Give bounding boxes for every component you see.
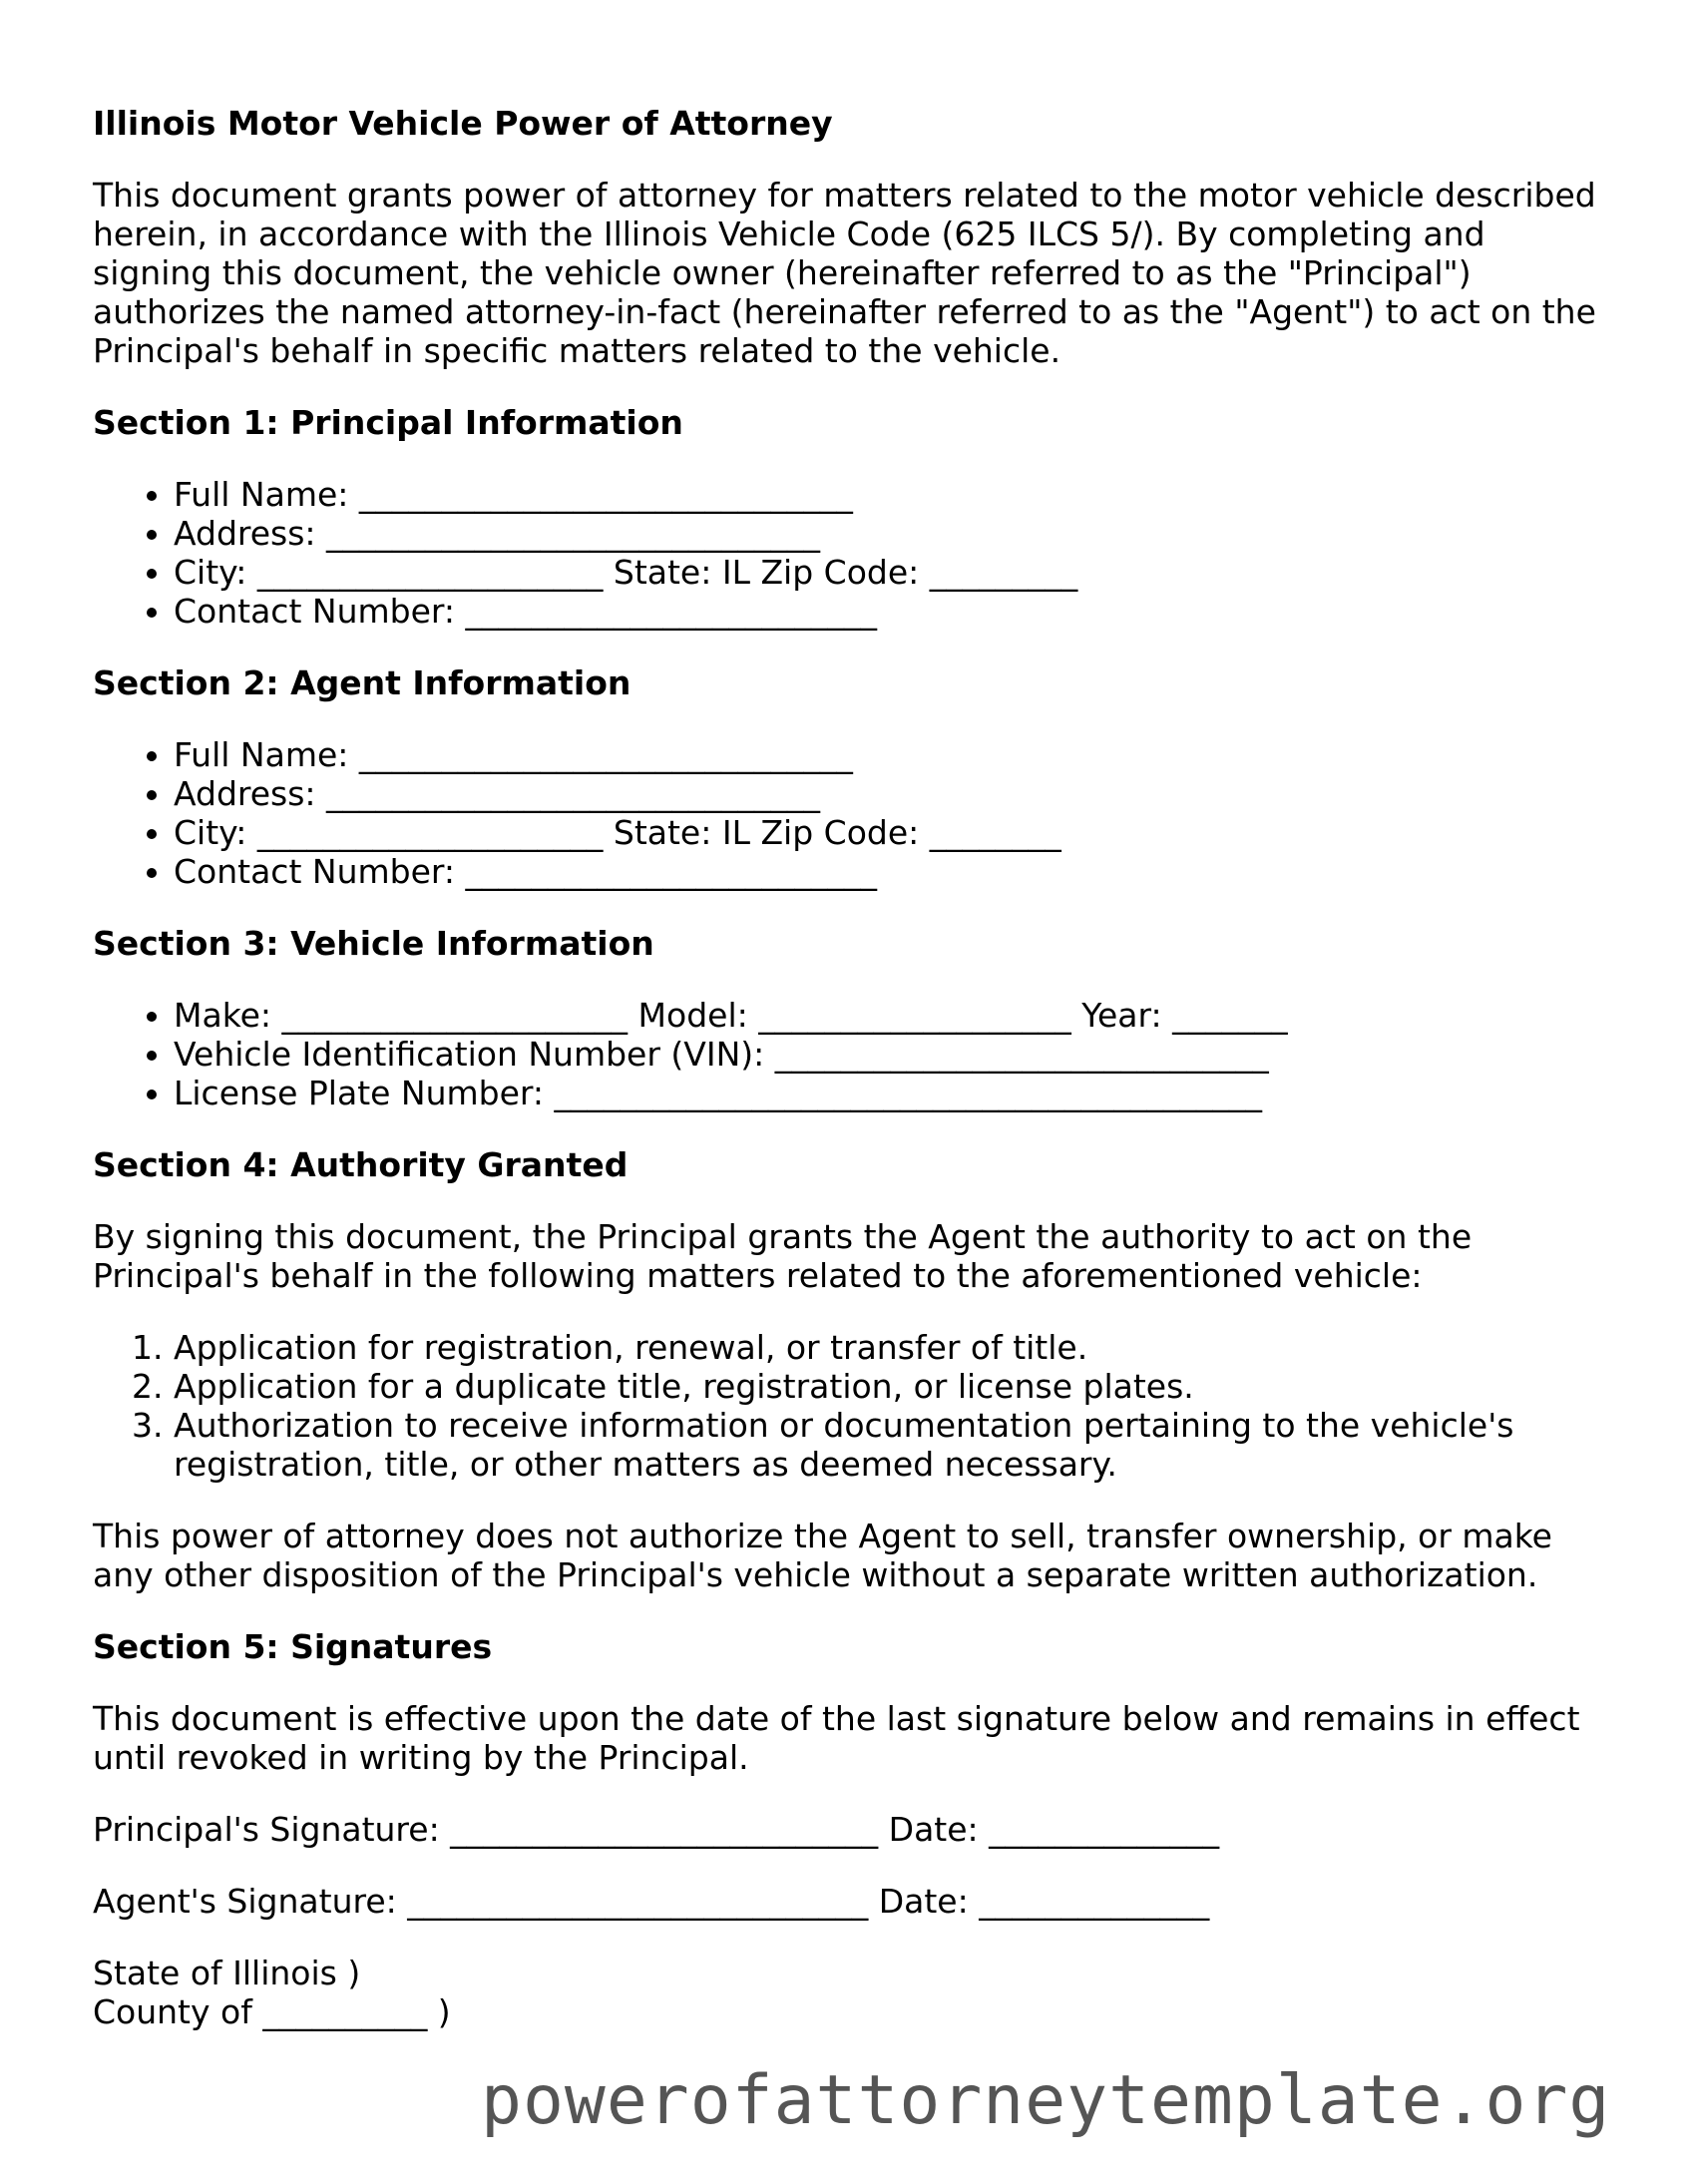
vehicle-info-list <box>93 996 1609 1112</box>
principal-full-name-field[interactable]: • Full Name: ______________________________ <box>174 475 1609 514</box>
vehicle-vin-field[interactable]: • Vehicle Identification Number (VIN): ______________________________ <box>174 1035 1609 1074</box>
section-4-heading: Section 4: Authority Granted <box>93 1145 629 1184</box>
vehicle-make-model-year-field[interactable]: • Make: _____________________ Model: ___________________ Year: _______ <box>174 996 1609 1035</box>
authority-item: 3. Authorization to receive information or documentation pertaining to the vehicle's registration, title, or other matters as deemed necessary. <box>174 1406 1609 1484</box>
authority-item: 1. Application for registration, renewal, or transfer of title. <box>174 1328 1609 1367</box>
agent-address-field[interactable]: • Address: ______________________________ <box>174 774 1609 813</box>
agent-full-name-field[interactable]: • Full Name: ______________________________ <box>174 735 1609 774</box>
authority-item: 2. Application for a duplicate title, registration, or license plates. <box>174 1367 1609 1406</box>
vehicle-license-plate-field[interactable]: • License Plate Number: ___________________________________________ <box>174 1074 1609 1112</box>
agent-contact-number-field[interactable]: • Contact Number: _________________________ <box>174 852 1609 891</box>
authority-list <box>93 1328 1609 1484</box>
authority-intro-paragraph: By signing this document, the Principal grants the Agent the authority to act on the Principal's behalf in the following matters related to the aforementioned vehicle: <box>93 1217 1473 1295</box>
signatures-intro-paragraph: This document is effective upon the date of the last signature below and remains in effect until revoked in writing by the Principal. <box>93 1699 1580 1777</box>
section-1-heading: Section 1: Principal Information <box>93 403 683 442</box>
agent-info-list <box>93 735 1609 891</box>
intro-paragraph: This document grants power of attorney for matters related to the motor vehicle described herein, in accordance with the Illinois Vehicle Code (625 ILCS 5/). By completing and signing this document, the vehicle owner (hereinafter referred to as the "Principal") authorizes the named attorney-in-fact (hereinafter referred to as the "Agent") to act on the Principal's behalf in specific matters related to the vehicle. <box>93 176 1596 370</box>
notary-county-line[interactable]: County of __________ ) <box>93 1992 451 2031</box>
principal-city-state-zip-field[interactable]: • City: _____________________ State: IL Zip Code: _________ <box>174 553 1609 592</box>
notary-state-line: State of Illinois ) <box>93 1954 361 1992</box>
section-2-heading: Section 2: Agent Information <box>93 663 632 702</box>
agent-city-state-zip-field[interactable]: • City: _____________________ State: IL Zip Code: ________ <box>174 813 1609 852</box>
section-5-heading: Section 5: Signatures <box>93 1627 493 1666</box>
document-page <box>93 104 1609 2031</box>
website-watermark: powerofattorneytemplate.org <box>481 2061 1611 2140</box>
principal-signature-line[interactable]: Principal's Signature: __________________________ Date: ______________ <box>93 1810 1220 1849</box>
authority-limitation-paragraph: This power of attorney does not authorize the Agent to sell, transfer ownership, or make any other disposition of the Principal's vehicle without a separate written authorization. <box>93 1517 1552 1594</box>
principal-contact-number-field[interactable]: • Contact Number: _________________________ <box>174 592 1609 631</box>
section-3-heading: Section 3: Vehicle Information <box>93 924 654 963</box>
agent-signature-line[interactable]: Agent's Signature: ____________________________ Date: ______________ <box>93 1882 1210 1921</box>
document-title: Illinois Motor Vehicle Power of Attorney <box>93 104 833 143</box>
principal-address-field[interactable]: • Address: ______________________________ <box>174 514 1609 553</box>
principal-info-list <box>93 475 1609 631</box>
